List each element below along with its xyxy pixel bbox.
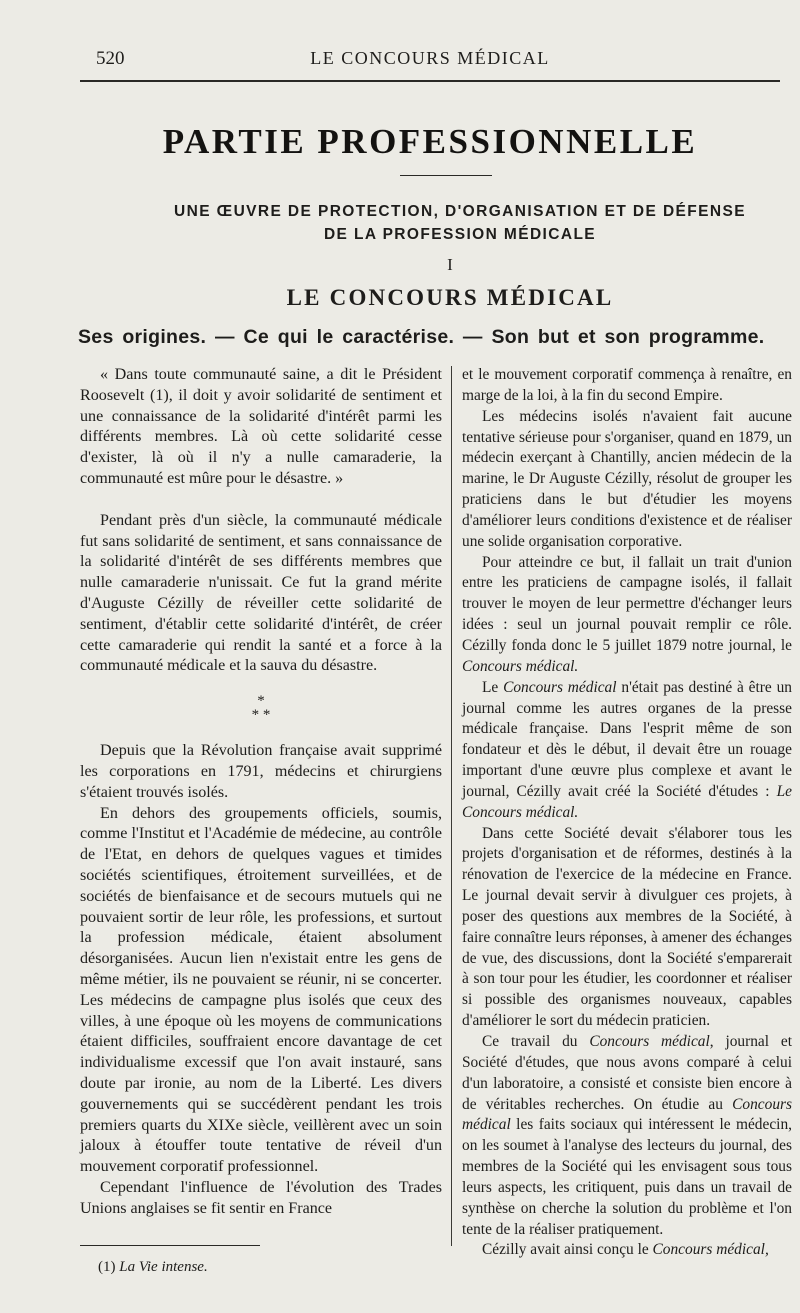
subtitle-line-1: UNE ŒUVRE DE PROTECTION, D'ORGANISATION ET DE DÉFENSE [174, 203, 746, 220]
journal-title-italic: Concours médical, [652, 1241, 769, 1259]
journal-title-italic: Concours médical [503, 678, 617, 696]
subtitle-line-2: DE LA PROFESSION MÉDICALE [323, 226, 597, 243]
paragraph [462, 553, 792, 678]
quote-paragraph: « Dans toute communauté saine, a dit le Président Roosevelt (1), il doit y avoir solidarité de sentiment et une connaissance de la solidarité d'intérêt parmi les différents membres. Là où cette solidarité cesse d'exister, là où il n'y a nulle camaraderie, la communauté est mûre pour le désastre. » [80, 366, 442, 487]
asterism-bottom: * * [251, 707, 271, 724]
subtitle [100, 200, 800, 246]
society-title-italic: Le Concours médical. [462, 782, 792, 821]
text-run: Pour atteindre ce but, il fallait un trait d'union entre les praticiens de campagne isolés, il fallait trouver le moyen de leur permettre d'échanger leurs idées : seul un journal pouvait remplir ce rôle. Cézilly fonda donc le 5 juillet 1879 notre journal, le [462, 553, 792, 654]
right-column [462, 365, 792, 1261]
asterism-separator [80, 694, 442, 722]
running-head [80, 48, 780, 74]
footnote-text: La Vie intense. [119, 1259, 208, 1275]
footnote-marker: (1) [98, 1259, 116, 1275]
paragraph: et le mouvement corporatif commença à renaître, en marge de la loi, à la fin du second Empire. [462, 366, 792, 404]
footnote [98, 1259, 208, 1276]
paragraph: Dans cette Société devait s'élaborer tous les projets d'organisation et de réformes, destinés à la rénovation de l'exercice de la médecine en France. Le journal devait servir à divulguer ces projets, à poser des questions aux membres de la Société, à faire connaître leurs réponses, à amener des échanges de vue, des discussions, dont la Société s'emparerait à son tour pour les étudier, les coordonner et réaliser si possible des organismes nouveaux, capables d'améliorer le sort du médecin praticien. [462, 824, 792, 1030]
paragraph: Depuis que la Révolution française avait supprimé les corporations en 1791, médecins et chirurgiens s'étaient trouvés isolés. [80, 742, 442, 801]
footnote-rule [80, 1245, 260, 1246]
article-title: LE CONCOURS MÉDICAL [286, 285, 614, 310]
journal-title-italic: Concours médical [589, 1033, 710, 1050]
left-column [80, 365, 442, 1219]
page-number: 520 [96, 48, 125, 69]
paragraph: En dehors des groupements officiels, soumis, comme l'Institut et l'Académie de médecine, au contrôle de l'Etat, en dehors de quelques vagues et timides sociétés scientifiques, étroitement surveillées, et de sociétés de bienfaisance et de secours mutuels qui ne pouvaient sortir de leur rôle, les professions, et surtout la profession médicale, étaient absolument désorganisées. Aucun lien n'existait entre les gens de même métier, ils ne pouvaient se réunir, ni se concerter. Les médecins de campagne plus isolés que ceux des villes, à une époque où les moyens de communications étaient difficiles, souffraient encore davantage de cet individualisme excessif que l'on avait instauré, sans doute par ironie, au nom de la Liberté. Les divers gouvernements qui se succédèrent pendant les trois premiers quarts du XIXe siècle, veillèrent avec un soin jaloux à étouffer toute tentative de réveil d'un mouvement corporatif professionnel. [80, 804, 442, 1176]
paragraph [462, 1240, 792, 1261]
asterism-top: * [257, 693, 265, 710]
header-rule [80, 80, 780, 82]
article-subtitle: Ses origines. — Ce qui le caractérise. — Son but et son programme. [78, 326, 765, 348]
paragraph: Cependant l'influence de l'évolution des Trades Unions anglaises se fit sentir en France [80, 1178, 442, 1217]
journal-name: LE CONCOURS MÉDICAL [310, 48, 550, 68]
paragraph [462, 678, 792, 824]
text-run: Le [482, 678, 504, 696]
text-run: les faits sociaux qui intéressent le médecin, on les soumet à l'analyse des lecteurs du journal, des membres de la Société qui les envisagent sous tous leurs aspects, les critiquent, puis dans un travail de synthèse on cherche la solution du problème et l'on tente de la réaliser pratiquement. [462, 1116, 792, 1238]
section-title: PARTIE PROFESSIONNELLE [162, 122, 698, 161]
text-run: Ce travail du [482, 1033, 590, 1050]
paragraph: Pendant près d'un siècle, la communauté médicale fut sans solidarité de sentiment, et sans connaissance de la solidarité d'intérêt de ses différents membres que nulle camaraderie n'unissait. Ce fut la grand mérite d'Auguste Cézilly de réveiller cette solidarité de sentiment, d'établir cette solidarité d'intérêt, de créer cette camaraderie qui rendit la santé et a force à la communauté médicale et la sauva du désastre. [80, 511, 442, 675]
roman-numeral: I [447, 255, 453, 274]
paragraph: Les médecins isolés n'avaient fait aucune tentative sérieuse pour s'organiser, quand en 1879, un médecin exerçant à Chantilly, ancien médecin de la marine, le Dr Auguste Cézilly, résolut de grouper les praticiens dans le but d'étudier les moyens d'améliorer leurs conditions d'existence et de réaliser une solide organisation corporative. [462, 407, 792, 550]
text-run: Cézilly avait ainsi conçu le [482, 1241, 653, 1259]
journal-title-italic: Concours médical. [462, 657, 579, 675]
text-run: , journal et Société d'études, que nous avons comparé à celui d'un laboratoire, a consisté et consiste bien encore à de véritables recherches. On étudie au [462, 1033, 792, 1113]
title-rule [400, 175, 492, 176]
paragraph [462, 1032, 792, 1240]
column-divider [451, 366, 452, 1246]
journal-title-italic: Concours médical [462, 1095, 792, 1134]
text-run: n'était pas destiné à être un journal comme les autres organes de la presse médicale française. Dans l'esprit même de son fondateur et dès le début, il devait être un rouage important d'une œuvre plus complexe et avant le journal, Cézilly avait créé la Société d'études : [462, 678, 792, 800]
